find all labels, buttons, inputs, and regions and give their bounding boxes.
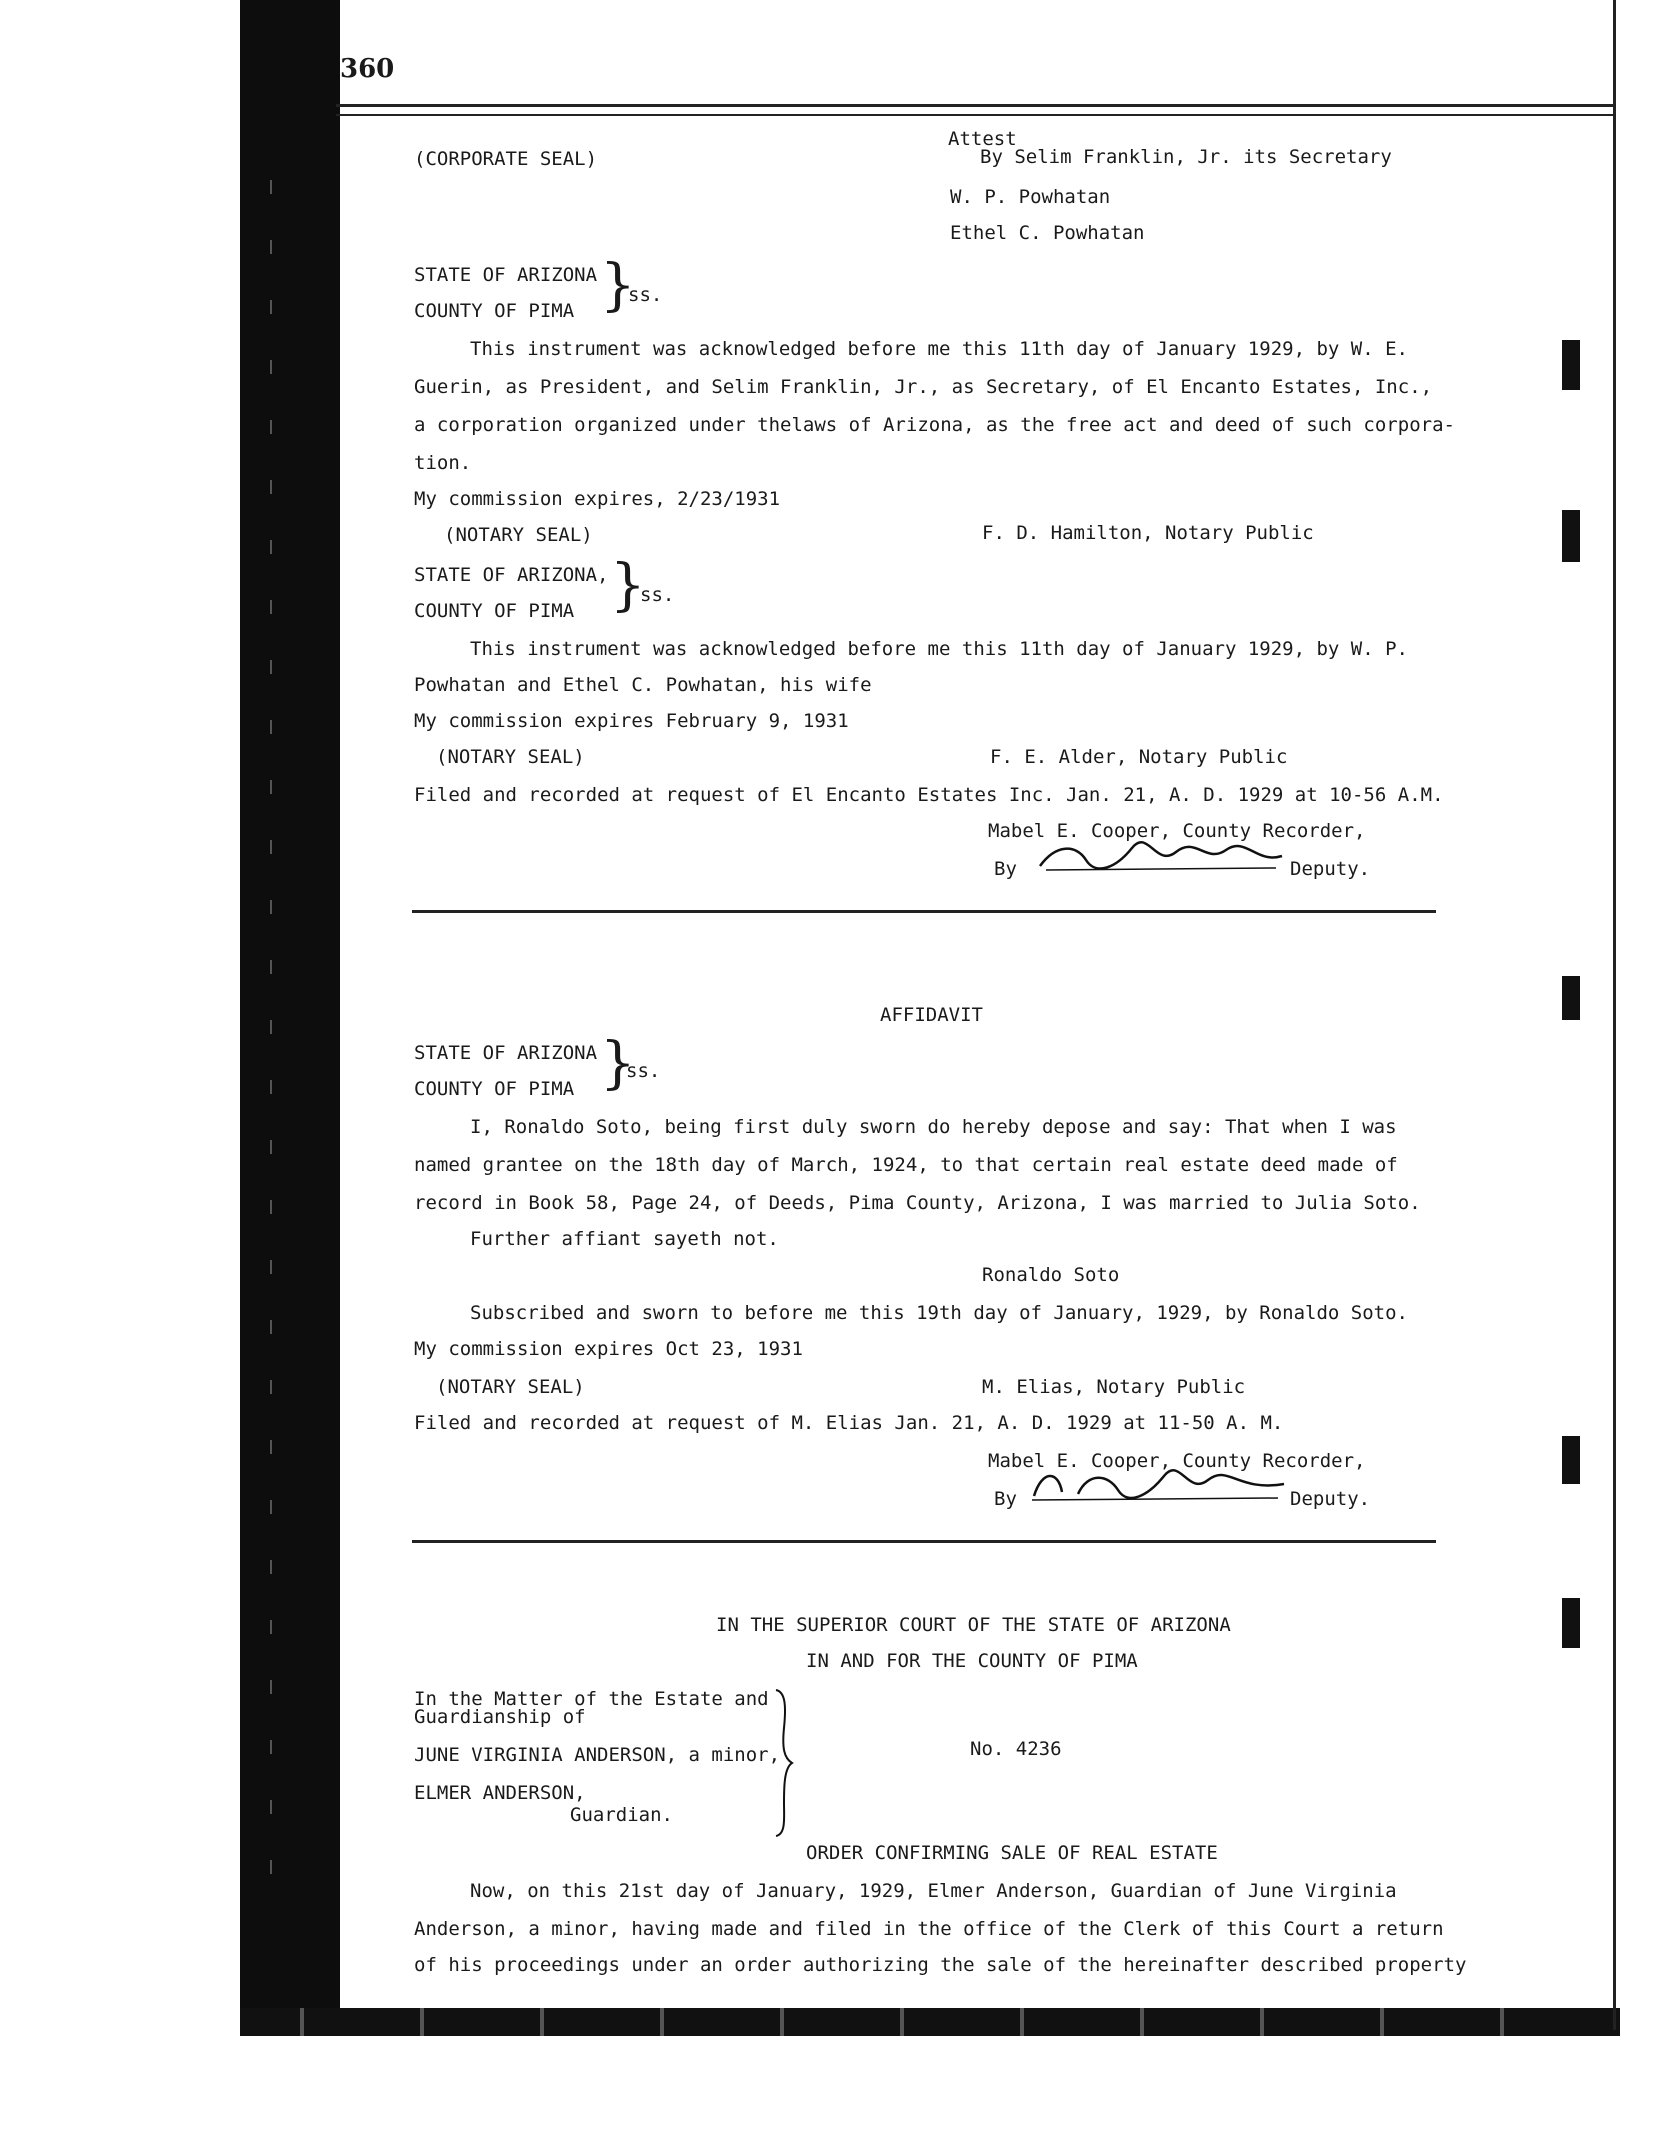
order-title: ORDER CONFIRMING SALE OF REAL ESTATE bbox=[806, 1842, 1218, 1864]
notary-seal-label: (NOTARY SEAL) bbox=[444, 524, 593, 546]
order-text-line: of his proceedings under an order authorizing the sale of the hereinafter described property bbox=[414, 1954, 1467, 1976]
corporate-seal-label: (CORPORATE SEAL) bbox=[414, 148, 598, 170]
order-text-line: Anderson, a minor, having made and filed in the office of the Clerk of this Court a return bbox=[414, 1918, 1444, 1940]
attest-label: Attest bbox=[948, 128, 1017, 150]
notary-seal-label: (NOTARY SEAL) bbox=[436, 1376, 585, 1398]
by-label: By bbox=[994, 1488, 1017, 1510]
county-recorder: Mabel E. Cooper, County Recorder, bbox=[988, 820, 1366, 842]
scan-border-bottom bbox=[240, 2008, 1620, 2036]
affiant-name: Ronaldo Soto bbox=[982, 1264, 1120, 1286]
affidavit-text-line: Further affiant sayeth not. bbox=[470, 1228, 779, 1250]
signer-name: Ethel C. Powhatan bbox=[950, 222, 1145, 244]
commission-expiry: My commission expires February 9, 1931 bbox=[414, 710, 849, 732]
ack-text-line: tion. bbox=[414, 452, 472, 474]
notary-seal-label: (NOTARY SEAL) bbox=[436, 746, 585, 768]
ack-text-line: This instrument was acknowledged before me this 11th day of January 1929, by W. E. bbox=[470, 338, 1408, 360]
binder-tab bbox=[1562, 510, 1580, 562]
ss-label: ss. bbox=[626, 1060, 661, 1082]
court-subheading: IN AND FOR THE COUNTY OF PIMA bbox=[806, 1650, 1138, 1672]
binder-tab bbox=[1562, 976, 1580, 1020]
page-number: 360 bbox=[340, 54, 395, 84]
by-label: By bbox=[994, 858, 1017, 880]
venue-county: COUNTY OF PIMA bbox=[414, 600, 575, 622]
venue-state: STATE OF ARIZONA bbox=[414, 1042, 598, 1064]
top-rule-secondary bbox=[336, 114, 1616, 116]
notary-name: F. E. Alder, Notary Public bbox=[990, 746, 1288, 768]
county-recorder: Mabel E. Cooper, County Recorder, bbox=[988, 1450, 1366, 1472]
affidavit-text-line: named grantee on the 18th day of March, 1924, to that certain real estate deed made of bbox=[414, 1154, 1398, 1176]
commission-expiry: My commission expires, 2/23/1931 bbox=[414, 488, 781, 510]
affidavit-text-line: I, Ronaldo Soto, being first duly sworn do hereby depose and say: That when I was bbox=[470, 1116, 1397, 1138]
case-caption-line: JUNE VIRGINIA ANDERSON, a minor, bbox=[414, 1744, 781, 1766]
deputy-label: Deputy. bbox=[1290, 1488, 1371, 1510]
venue-county: COUNTY OF PIMA bbox=[414, 1078, 575, 1100]
deputy-signature-icon bbox=[1036, 838, 1286, 874]
venue-state: STATE OF ARIZONA, bbox=[414, 564, 609, 586]
order-text-line: Now, on this 21st day of January, 1929, Elmer Anderson, Guardian of June Virginia bbox=[470, 1880, 1397, 1902]
case-caption-line: Guardian. bbox=[570, 1804, 673, 1826]
ack-text-line: a corporation organized under thelaws of Arizona, as the free act and deed of such corpora- bbox=[414, 414, 1455, 436]
scan-border-left bbox=[240, 0, 340, 2032]
notary-name: M. Elias, Notary Public bbox=[982, 1376, 1246, 1398]
deputy-label: Deputy. bbox=[1290, 858, 1371, 880]
caption-brace bbox=[772, 1688, 796, 1838]
ack-text-line: Guerin, as President, and Selim Franklin, Jr., as Secretary, of El Encanto Estates, Inc., bbox=[414, 376, 1433, 398]
commission-expiry: My commission expires Oct 23, 1931 bbox=[414, 1338, 803, 1360]
section-divider bbox=[412, 1540, 1436, 1543]
top-rule bbox=[336, 104, 1616, 107]
signer-name: W. P. Powhatan bbox=[950, 186, 1111, 208]
secretary-signature-line: By Selim Franklin, Jr. its Secretary bbox=[980, 146, 1392, 168]
case-number: No. 4236 bbox=[970, 1738, 1062, 1760]
deputy-signature-icon bbox=[1028, 1466, 1288, 1502]
affidavit-title: AFFIDAVIT bbox=[880, 1004, 983, 1026]
ss-label: ss. bbox=[640, 584, 675, 606]
scan-border-right bbox=[1613, 0, 1616, 2030]
venue-state: STATE OF ARIZONA bbox=[414, 264, 598, 286]
binder-tab bbox=[1562, 1598, 1580, 1648]
binder-tab bbox=[1562, 340, 1580, 390]
ack-text-line: Powhatan and Ethel C. Powhatan, his wife bbox=[414, 674, 872, 696]
filing-record: Filed and recorded at request of M. Elias Jan. 21, A. D. 1929 at 11-50 A. M. bbox=[414, 1412, 1284, 1434]
subscribed-line: Subscribed and sworn to before me this 19th day of January, 1929, by Ronaldo Soto. bbox=[470, 1302, 1408, 1324]
venue-county: COUNTY OF PIMA bbox=[414, 300, 575, 322]
case-caption-line: In the Matter of the Estate and bbox=[414, 1688, 769, 1710]
venue-brace: } bbox=[600, 253, 636, 318]
venue-brace: } bbox=[600, 1031, 636, 1096]
court-heading: IN THE SUPERIOR COURT OF THE STATE OF ARIZONA bbox=[716, 1614, 1231, 1636]
case-caption-line: ELMER ANDERSON, bbox=[414, 1782, 586, 1804]
section-divider bbox=[412, 910, 1436, 913]
case-caption-line: Guardianship of bbox=[414, 1706, 586, 1728]
affidavit-text-line: record in Book 58, Page 24, of Deeds, Pima County, Arizona, I was married to Julia Soto. bbox=[414, 1192, 1421, 1214]
ss-label: ss. bbox=[628, 284, 663, 306]
notary-name: F. D. Hamilton, Notary Public bbox=[982, 522, 1314, 544]
venue-brace: } bbox=[610, 553, 646, 618]
binder-tab bbox=[1562, 1436, 1580, 1484]
filing-record: Filed and recorded at request of El Encanto Estates Inc. Jan. 21, A. D. 1929 at 10-56 A.M. bbox=[414, 784, 1444, 806]
ack-text-line: This instrument was acknowledged before me this 11th day of January 1929, by W. P. bbox=[470, 638, 1408, 660]
